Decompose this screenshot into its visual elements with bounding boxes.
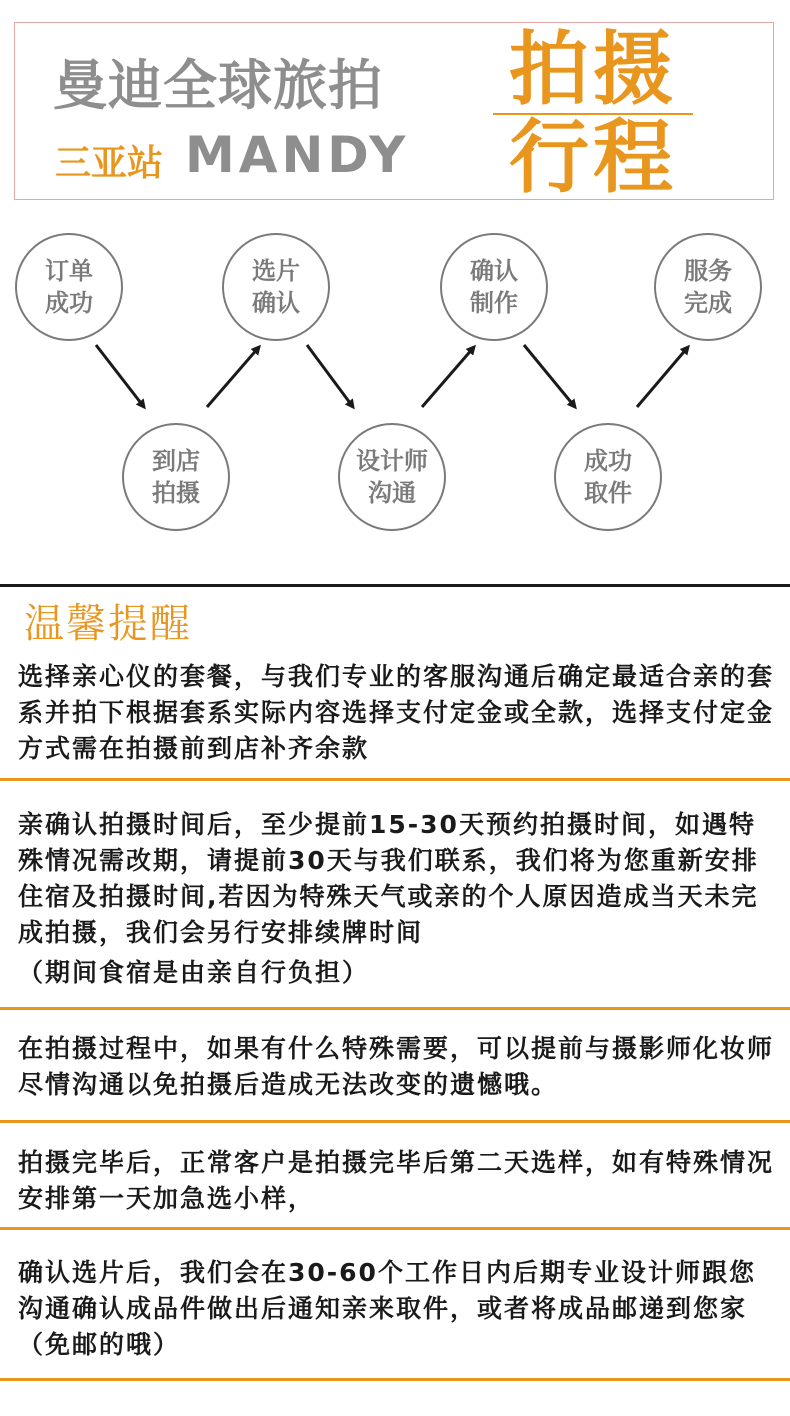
step-label: 订单: [45, 257, 93, 285]
divider: [0, 1227, 790, 1230]
step-label: 确认: [470, 257, 518, 285]
title-line-1: 拍摄: [509, 23, 677, 116]
arrow-down-icon: [307, 345, 353, 407]
arrow-up-icon: [422, 347, 474, 407]
step-label: 制作: [470, 289, 518, 317]
arrow-up-icon: [637, 347, 688, 407]
divider: [0, 1378, 790, 1381]
step-label: 服务: [684, 257, 732, 285]
station-label: 三亚站: [55, 143, 164, 184]
tip-paragraph: 在拍摄过程中，如果有什么特殊需要，可以提前与摄影师化妆师尽情沟通以免拍摄后造成无法改变的遗憾哦。: [18, 1034, 775, 1099]
step-label: 完成: [684, 289, 732, 317]
step-label: 取件: [584, 479, 632, 507]
english-brand-name: MANDY: [185, 126, 410, 184]
tips-title: 温馨提醒: [24, 601, 192, 647]
step-label: 成功: [45, 289, 93, 317]
tip-note: （期间食宿是由亲自行负担）: [18, 958, 370, 987]
brand-name: 曼迪全球旅拍: [53, 54, 383, 117]
flow-arrows: [0, 0, 790, 560]
tip-paragraph: 确认选片后，我们会在30-60个工作日内后期专业设计师跟您沟通确认成品件做出后通知亲来取件，或者将成品邮递到您家（免邮的哦）: [18, 1258, 756, 1359]
arrow-down-icon: [524, 345, 575, 407]
tip-paragraph: 拍摄完毕后，正常客户是拍摄完毕后第二天选样，如有特殊情况安排第一天加急选小样，: [18, 1148, 775, 1213]
step-label: 拍摄: [152, 479, 200, 507]
step-label: 到店: [152, 447, 200, 475]
divider: [0, 1007, 790, 1010]
step-label: 确认: [252, 289, 300, 317]
tip-paragraph: 亲确认拍摄时间后，至少提前15-30天预约拍摄时间，如遇特殊情况需改期，请提前30天与我们联系，我们将为您重新安排住宿及拍摄时间,若因为特殊天气或亲的个人原因造成当天未完成拍摄，我们会另行安排续牌时间: [18, 810, 759, 947]
step-label: 沟通: [368, 479, 416, 507]
arrow-up-icon: [207, 347, 259, 407]
divider: [0, 1120, 790, 1123]
arrow-down-icon: [96, 345, 144, 407]
tip-paragraph: 选择亲心仪的套餐，与我们专业的客服沟通后确定最适合亲的套系并拍下根据套系实际内容选择支付定金或全款，选择支付定金方式需在拍摄前到店补齐余款: [18, 662, 775, 763]
divider: [0, 778, 790, 781]
step-label: 选片: [252, 257, 300, 285]
section-divider: [0, 584, 790, 587]
title-line-2: 行程: [493, 113, 693, 201]
step-label: 成功: [584, 447, 632, 475]
step-label: 设计师: [356, 447, 428, 475]
